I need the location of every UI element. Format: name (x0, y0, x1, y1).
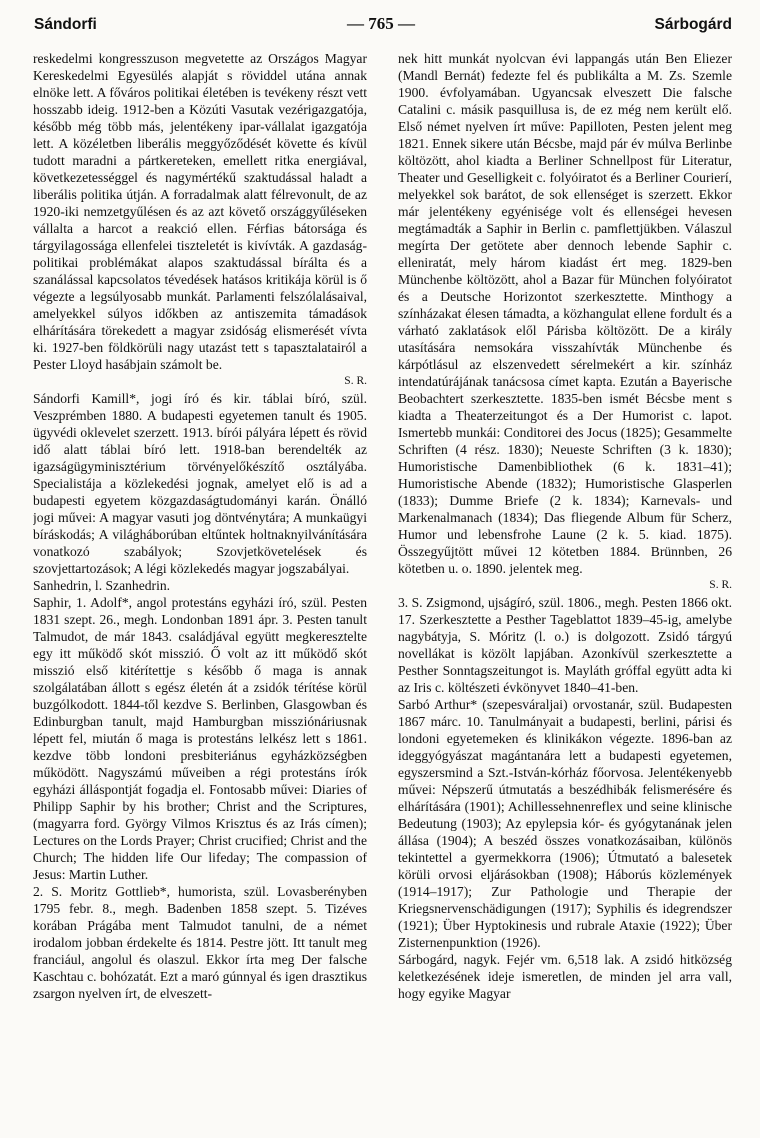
page-number-value: 765 (368, 14, 394, 33)
running-header (28, 10, 734, 36)
author-signature: S. R. (709, 579, 732, 591)
entry-sarbogard: Sárbogárd, nagyk. Fejér vm. 6,518 lak. A zsidó hitközség keletkezésének ideje ismeretlen, de minden jel arra vall, hogy egyike Magyar (398, 952, 732, 1001)
page-number: — 765 — (347, 14, 415, 33)
entry-saphir-zsigmond: 3. S. Zsigmond, ujságíró, szül. 1806., megh. Pesten 1866 okt. 17. Szerkesztette a Pesther Tageblattot 1839–45-ig, amelybe nagybátyja, S. Móritz (l. o.) is dolgozott. Zsidó tárgyú novellákat is közölt lapjában. Azonkívül szerkesztette a Pesther Sonntagszeitungot is. Mayláth gróffal együtt adta ki az Iris c. költészeti évkönyvet 1840–41-ben. (398, 595, 732, 695)
entry-saphir-moritz: 2. S. Moritz Gottlieb*, humorista, szül. Lovasberényben 1795 febr. 8., megh. Badenben 1858 szept. 5. Tizéves korában Prágába ment Talmudot tanulni, de a német irodalom jobban érdekelte és 1814. Pestre jött. Itt tanult meg franciául, angolul és olaszul. Ekkor írta meg Der falsche Kaschtau c. bohózatát. Ezt a maró gúnnyal és igen drasztikus zsargon nyelven írt, de elveszett- (33, 884, 367, 1001)
entry-sanhedrin: Sanhedrin, l. Szanhedrin. (33, 578, 171, 593)
entry-saphir-moritz-continued: nek hitt munkát nyolcvan évi lappangás után Ben Eliezer (Mandl Bernát) fedezte fel és publikálta a M. Zs. Szemle 1900. évfolyamában. Ugyancsak elveszett Die falsche Catalini c. másik pasquillusa is, de ez még nem került elő. Első német nyelven írt műve: Papilloten, Pesten jelent meg 1821. Ennek sikere után Bécsbe, majd pár év múlva Berlinbe költözött, ahol kiadta a Berliner Schnellpost für Literatur, Theater und Geselligkeit c. folyóiratot és a Berliner Courierí, melyekkel sok barátot, de sok ellenséget is szerzett. Ekkor már jelentékeny egyénisége volt és ellenségei hevesen megtámadták a Saphir in Berlin c. pamflettjükben. Válaszul megírta Der getötete aber dennoch lebende Saphir c. elleniratát, mely három kiadást ért meg. 1829-ben Münchenbe költözött, ahol a Bazar für München folyóiratot és a Deutsche Horizontot szerkesztette. Minthogy a színházakat élesen támadta, a közhangulat ellene fordult és a várható zaklatások elől Párisba költözött. De a király utasítására nemsokára visszahívták Münchenbe és kárpótlásul az elszenvedett sérelmekért a kir. színház intendatúrájának tanácsosa címet kapta. Ezután a Bayerische Beobachtert szerkesztette. 1835-ben ismét Bécsbe ment s kiadta a Theaterzeitungot és a Der Humorist c. lapot. Ismertebb munkái: Conditorei des Jocus (1825); Gesammelte Schriften (4 rész. 1830); Neueste Schriften (3 k. 1830); Humoristische Damenbibliothek (6 k. 1831–41); Humoristische Abende (1832); Humoristische Glasperlen (1833); Dumme Briefe (2 k. 1834); Karnevals- und Markenalmanach (1834); Das fliegende Album für Scherz, Humor und lebensfrohe Laune (2 k. 5. kiad. 1875). Összegyűjtött művei 12 kötetben 1884. Brünnben, 26 kötetben u. o. 1890. jelentek meg. (398, 51, 732, 576)
left-column (33, 50, 367, 1132)
header-right-keyword: Sárbogárd (654, 16, 732, 33)
entry-sandorfi-kamill: Sándorfi Kamill*, jogi író és kir. táblai bíró, szül. Veszprémben 1880. A budapesti egyetemen tanult és 1905. ügyvédi oklevelet szerzett. 1913. bírói pályára lépett és rövid idő alatt táblai bíró lett. 1918-ban berendelték az igazságügyminisztérium törvényelőkészítő osztályába. Specialistája a közlekedési jognak, amelyet elő is ad a budapesti egyetem közgazdaságtudományi karán. Önálló jogi művei: A magyar vasuti jog döntvénytára; A munkaügyi bíráskodás; A világháborúban eltűntek holtnaknyilvánítására vonatkozó szabályok; Szovjetkövetelések és szovjettartozások; A légi közlekedés magyar jogszabályai. (33, 391, 367, 576)
entry-sarbo-arthur: Sarbó Arthur* (szepesváraljai) orvostanár, szül. Budapesten 1867 márc. 10. Tanulmányait a budapesti, berlini, párisi és londoni egyetemeken és klinikákon végezte. 1896-ban az ideggyógyászat magántanára lett a budapesti egyetemen, egyszersmind a Szt.-István-kórház főorvosa. Jelentékenyebb művei: Népszerű útmutatás a beszédhibák felismerésére és elhárítására (1901); Achillessehnenreflex und seine klinische Bedeutung (1903); Az epylepsia kór- és gyógytanának jelen állása (1904); A beszéd összes vonatkozásaiban, különös tekintettel a gyermekkorra (1906); Útmutató a balesetek körüli orvosi eljárásokban (1908); Háborús közlemények (1914–1917); Zur Pathologie und Therapie der Kriegsnervenschädigungen (1917); Syphilis és idegrendszer (1921); Über Hyptokinesis und rubrale Ataxie (1922); Über Zisternenpunktion (1926). (398, 697, 732, 950)
right-column (398, 50, 732, 1132)
entry-saphir-adolf: Saphir, 1. Adolf*, angol protestáns egyházi író, szül. Pesten 1831 szept. 26., megh. Londonban 1891 ápr. 3. Pesten tanult Talmudot, de már 1843. családjával együtt megkeresztelte egy itt működő skót misszió. Ő volt az itt működő skót misszió első kitérítettje s később ő maga is annak szolgálatában állott s egész életén át a zsidók térítése körül buzgólkodott. 1844-től kezdve S. Berlinben, Glasgowban és Edinburgban tanult, majd Hamburgban missziónáriusnak lépett fel, miután ő maga is protestáns lelkész lett s 1861. kezdve több londoni presbiteriánus egyházközségben működött. Nagyszámú műveiben a régi protestáns írók egyházi álláspontját fogadja el. Fontosabb művei: Diaries of Philipp Saphir by his brother; Christ and the Scriptures, (magyarra ford. György Vilmos Krisztus és az Irás címen); Lectures on the Lords Prayer; Christ crucified; Christ and the Church; The hidden life Our lifeday; The compassion of Jesus: Martin Luther. (33, 595, 367, 882)
header-left-keyword: Sándorfi (34, 16, 97, 33)
author-signature: S. R. (344, 375, 367, 387)
entry-continuation: reskedelmi kongresszuson megvetette az Országos Magyar Kereskedelmi Egyesülés alapját s röviddel utána annak elnöke lett. A főváros politikai életében is tevékeny részt vett hosszabb ideig. 1912-ben a Közúti Vasutak vezérigazgatója, később még több más, jelentékeny ipar-vállalat igazgatója lett. A közéletben liberális meggyőződését követte és kívül tudott maradni a pártkereteken, emellett ritka energiával, következetességgel és nagymértékű szaktudással haladt a liberális politika útján. A forradalmak alatt félrevonult, de az 1920-iki nemzetgyűlésen és az azt követő országgyűléseken vállalta a harcot a reakció ellen. Férfias bátorsága és tárgyilagossága ellenfelei tiszteletét is kivívták. A gazdaság-politikai problémákat alapos szaktudással bírálta és a szanálással kapcsolatos tévedések hatásos kritikája körül is ő végezte a legsúlyosabb munkát. Parlamenti felszólalásaival, amelyekkel súlyos időkben az antiszemita támadások elhárítására törekedett a magyar zsidóság elismerését vívta ki. 1927-ben földkörüli nagy utazást tett s tapasztalatairól a Pester Lloyd hasábjain számolt be. (33, 51, 367, 372)
